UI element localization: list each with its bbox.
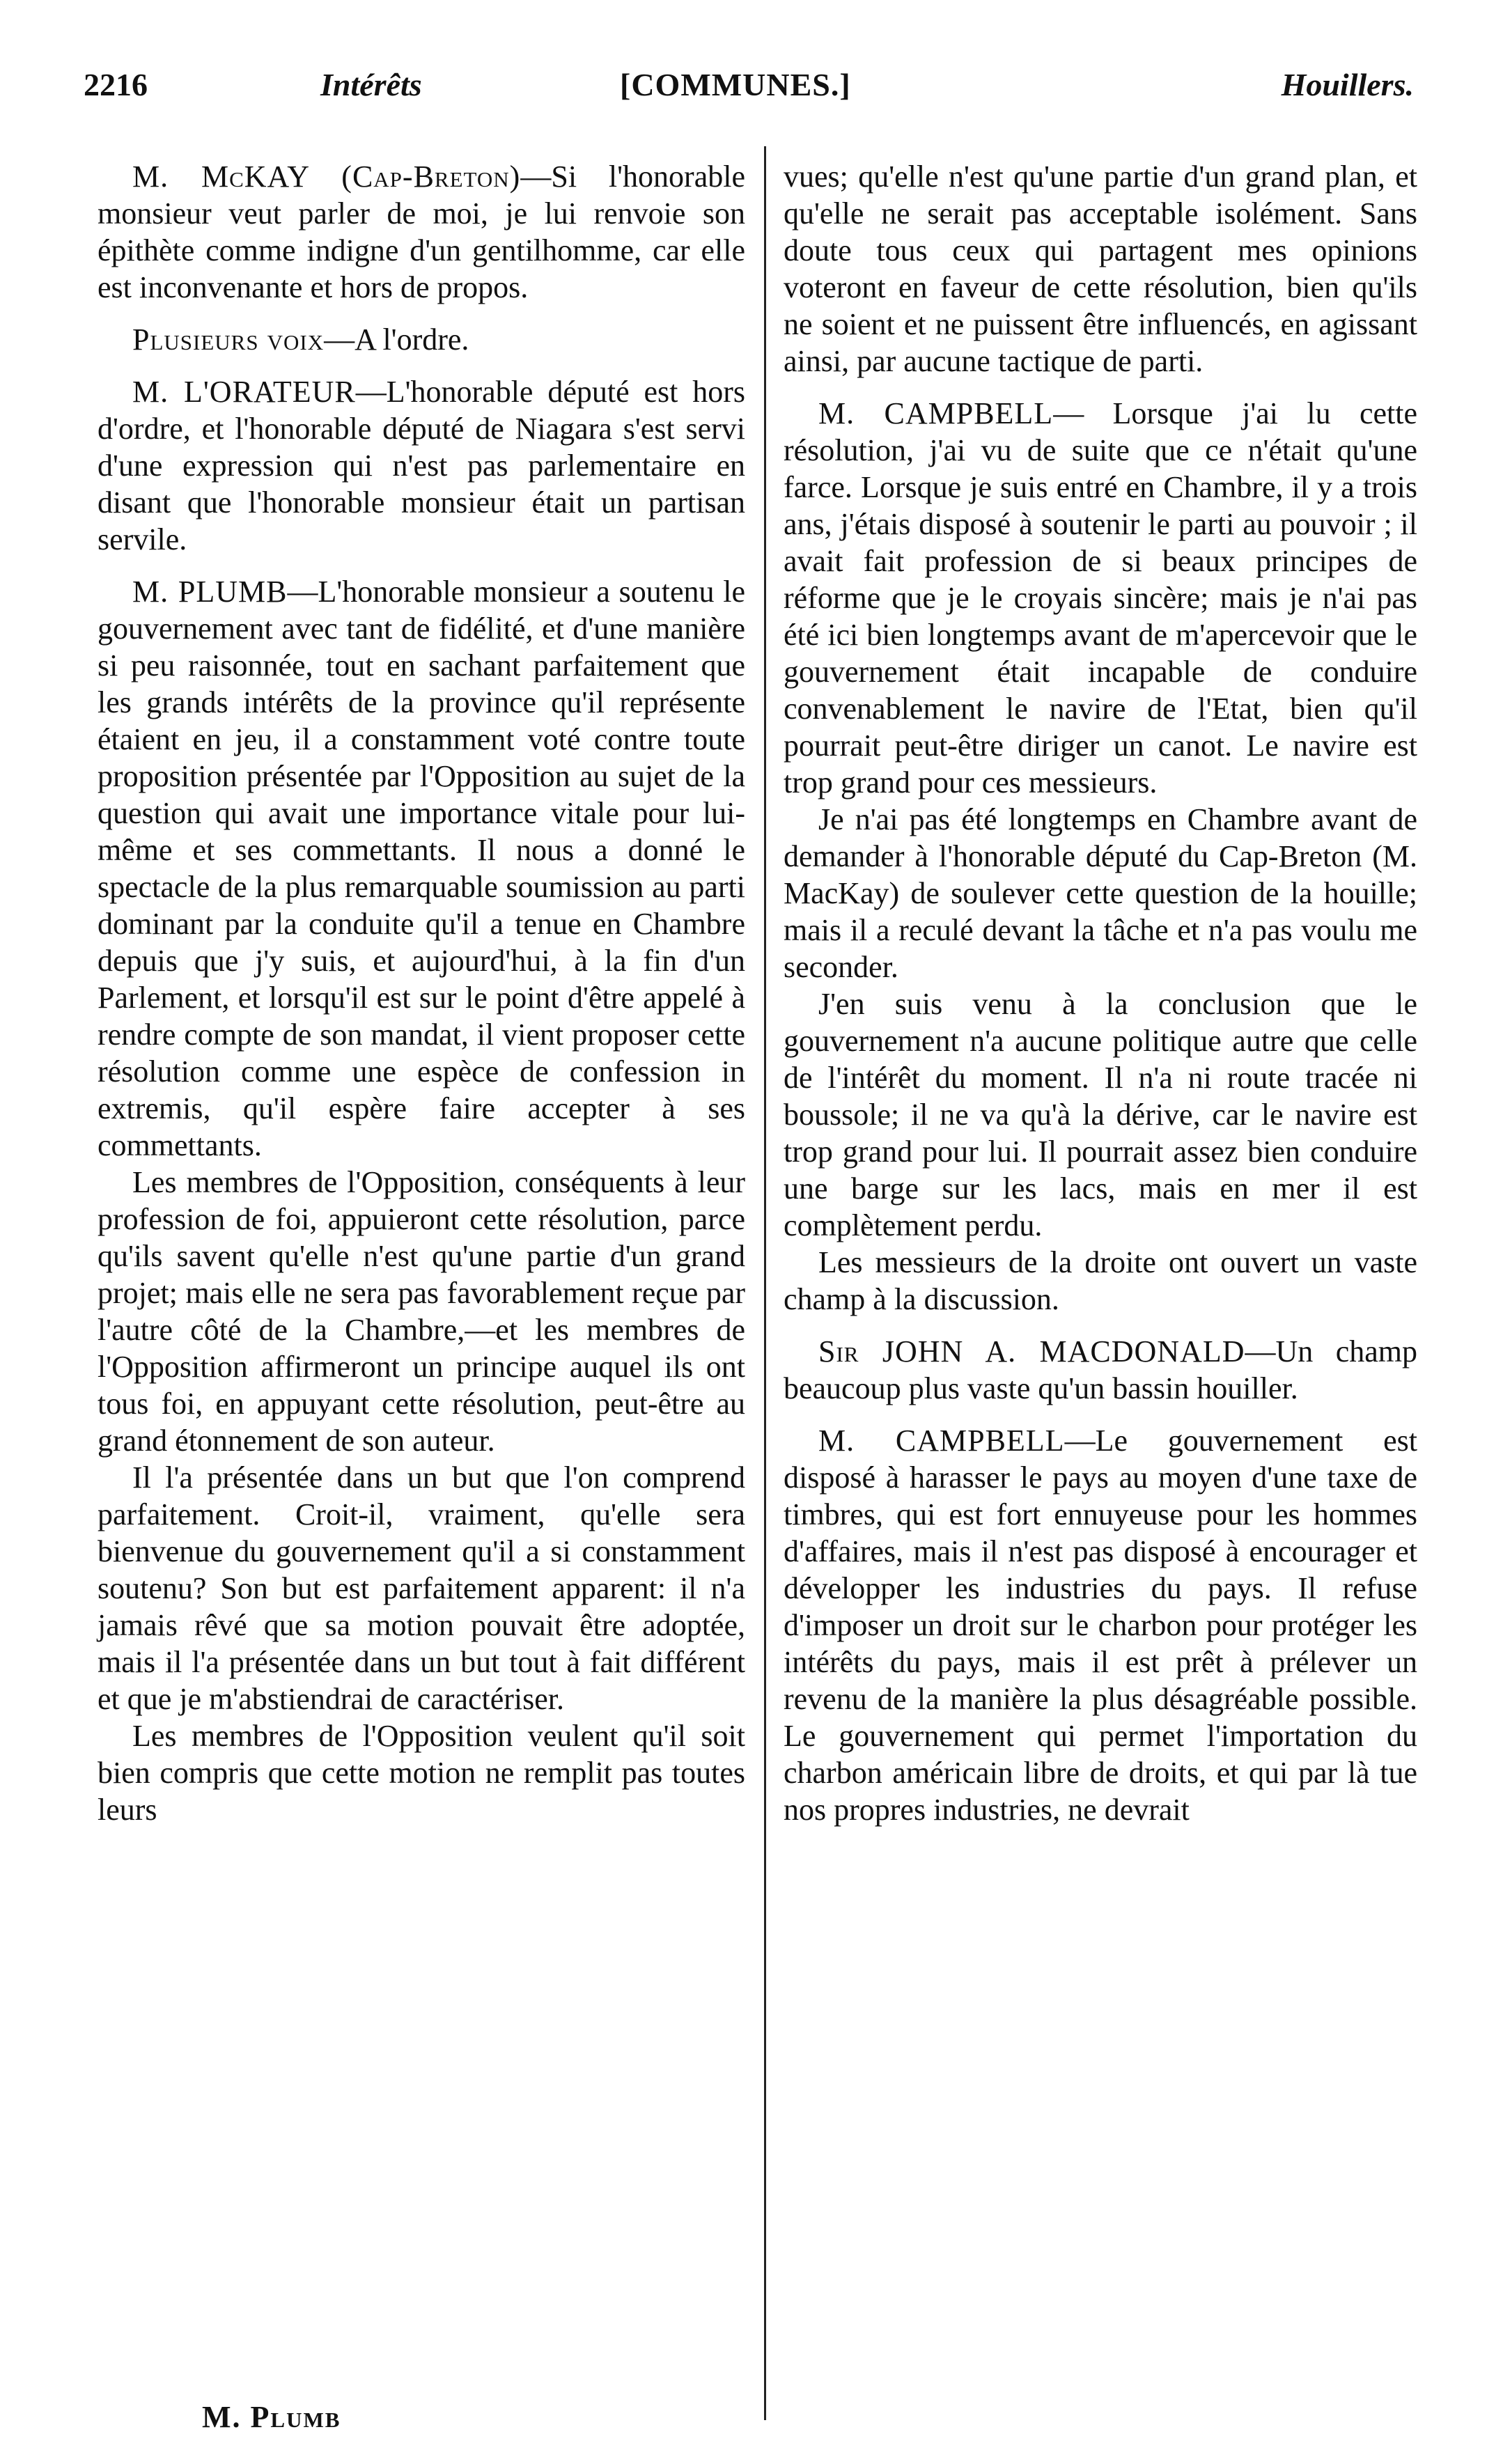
- paragraph-text: — Lorsque j'ai lu cette résolution, j'ai vu de suite que ce n'était qu'une farce. Lorsque je suis entré en Chambre, il y a trois ans, j'étais disposé à soutenir le parti au pouvoir ; il avait fait profession de si beaux principes de réforme que je le croyais sincère; mais je n'ai pas été ici bien longtemps avant de m'apercevoir que le gouvernement était incapable de conduire convenablement le navire de l'Etat, bien qu'il pourrait peut-être diriger un canot. Le navire est trop grand pour ces messieurs.: [784, 396, 1417, 800]
- column-divider: [764, 146, 766, 2420]
- paragraph: [98, 373, 745, 558]
- paragraph: [98, 1717, 745, 1828]
- paragraph-text: —Le gouvernement est disposé à harasser le pays au moyen d'une taxe de timbres, qui est fort ennuyeuse pour les hommes d'affaires, mais il n'est pas disposé à encourager et développer les industries du pays. Il refuse d'imposer un droit sur le charbon pour protéger les intérêts du pays, mais il est prêt à prélever un revenu de la manière la plus désagréable possible. Le gouvernement qui permet l'importation du charbon américain libre de droits, et qui par là tue nos propres industries, ne devrait: [784, 1424, 1417, 1827]
- speaker-name: Sir JOHN A. MACDONALD: [818, 1334, 1245, 1369]
- paragraph: [784, 1422, 1417, 1828]
- paragraph-text: —Si l'honorable monsieur veut parler de moi, je lui renvoie son épithète comme indigne d'un gentilhomme, car elle est inconvenante et hors de propos.: [98, 159, 745, 304]
- speaker-name: Plusieurs voix: [132, 322, 325, 357]
- left-column: [98, 143, 745, 1828]
- paragraph: [784, 985, 1417, 1244]
- catchword: M. Plumb: [202, 2400, 341, 2434]
- paragraph: [98, 321, 745, 358]
- running-head-right: Houillers.: [1281, 67, 1414, 102]
- speaker-name: M. L'ORATEUR: [132, 375, 356, 409]
- paragraph-text: —L'honorable député est hors d'ordre, et l'honorable député de Niagara s'est servi d'une expression qui n'est pas parlementaire en disant que l'honorable monsieur était un partisan servile.: [98, 375, 745, 556]
- running-head-left: Intérêts: [320, 67, 422, 102]
- running-head-center: [COMMUNES.]: [620, 67, 851, 102]
- paragraph-text: —L'honorable monsieur a soutenu le gouvernement avec tant de fidélité, et d'une manière si peu raisonnée, tout en sachant parfaitement que les grands intérêts de la province qu'il représente étaient en jeu, il a constamment voté contre toute proposition présentée par l'Opposition au sujet de la question qui avait une importance vitale pour lui-même et ses commettants. Il nous a donné le spectacle de la plus remarquable soumission au parti dominant par la conduite qu'il a tenue en Chambre depuis que j'y suis, et aujourd'hui, à la fin d'un Parlement, et lorsqu'il est sur le point d'être appelé à rendre compte de son mandat, il vient proposer cette résolution comme une espèce de confession in extremis, qu'il espère faire accepter à ses commettants.: [98, 575, 746, 1162]
- paragraph: [784, 801, 1417, 985]
- paragraph: [98, 573, 745, 1164]
- speaker-name: M. PLUMB: [132, 575, 288, 609]
- paragraph-text: —A l'ordre.: [324, 322, 469, 357]
- paragraph-text: Les membres de l'Opposition veulent qu'il soit bien compris que cette motion ne remplit pas toutes leurs: [98, 1719, 745, 1827]
- page-number: 2216: [84, 67, 148, 102]
- paragraph-text: Il l'a présentée dans un but que l'on comprend parfaitement. Croit-il, vraiment, qu'elle sera bienvenue du gouvernement qu'il a si constamment soutenu? Son but est parfaitement apparent: il n'a jamais rêvé que sa motion pouvait être adoptée, mais il l'a présentée dans un but tout à fait différent et que je m'abstiendrai de caractériser.: [98, 1460, 745, 1716]
- paragraph: [98, 1164, 745, 1459]
- speaker-name: M. CAMPBELL: [818, 396, 1054, 430]
- speaker-name: M. McKAY (Cap-Breton): [132, 159, 521, 194]
- page-header: [84, 66, 1414, 122]
- paragraph: [784, 1244, 1417, 1318]
- paragraph-text: Je n'ai pas été longtemps en Chambre avant de demander à l'honorable député du Cap-Breton (M. MacKay) de soulever cette question de la houille; mais il a reculé devant la tâche et n'a pas voulu me seconder.: [784, 802, 1417, 984]
- paragraph: [784, 1333, 1417, 1407]
- speaker-name: M. CAMPBELL: [818, 1424, 1065, 1458]
- paragraph-text: vues; qu'elle n'est qu'une partie d'un grand plan, et qu'elle ne serait pas acceptable isolément. Sans doute tous ceux qui partagent mes opinions voteront en faveur de cette résolution, bien qu'ils ne soient et ne puissent être influencés, en agissant ainsi, par aucune tactique de parti.: [784, 159, 1417, 378]
- paragraph: [98, 1459, 745, 1717]
- paragraph-text: —Un champ beaucoup plus vaste qu'un bassin houiller.: [784, 1334, 1417, 1405]
- paragraph: [784, 158, 1417, 380]
- paragraph-text: J'en suis venu à la conclusion que le gouvernement n'a aucune politique autre que celle de l'intérêt du moment. Il n'a ni route tracée ni boussole; il ne va qu'à la dérive, car le navire est trop grand pour lui. Il pourrait assez bien conduire une barge sur les lacs, mais en mer il est complètement perdu.: [784, 987, 1417, 1242]
- right-column: [784, 143, 1417, 1828]
- paragraph-text: Les membres de l'Opposition, conséquents à leur profession de foi, appuieront cette résolution, parce qu'ils savent qu'elle n'est qu'une partie d'un grand projet; mais elle ne sera pas favorablement reçue par l'autre côté de la Chambre,—et les membres de l'Opposition affirmeront un principe auquel ils ont tous foi, en appuyant cette résolution, peut-être au grand étonnement de son auteur.: [98, 1165, 745, 1458]
- paragraph: [784, 395, 1417, 801]
- paragraph-text: Les messieurs de la droite ont ouvert un vaste champ à la discussion.: [784, 1245, 1417, 1316]
- paragraph: [98, 158, 745, 306]
